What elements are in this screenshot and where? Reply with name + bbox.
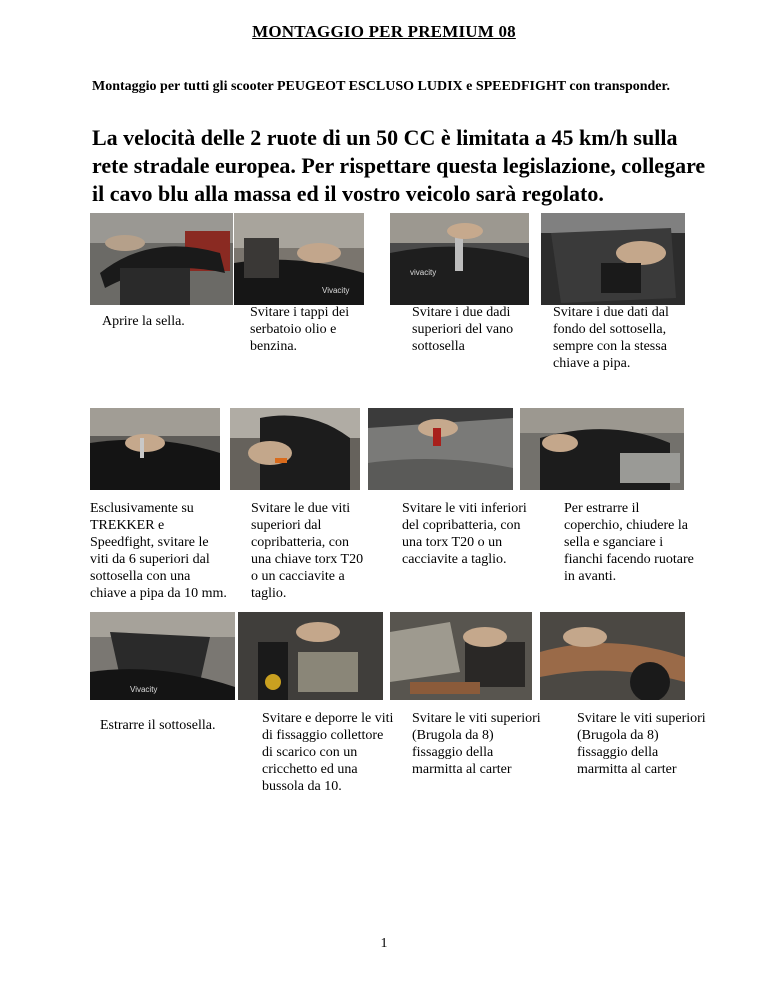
intro-text: Montaggio per tutti gli scooter PEUGEOT ESCLUSO LUDIX e SPEEDFIGHT con transponder. — [92, 79, 670, 94]
caption-step-10: Svitare e deporre le viti di fissaggio collettore di scarico con un cricchetto ed una bussola da 10. — [262, 711, 394, 794]
caption-step-11: Svitare le viti superiori (Brugola da 8) fissaggio della marmitta al carter — [412, 711, 541, 777]
headline-text: La velocità delle 2 ruote di un 50 CC è limitata a 45 km/h sulla rete stradale europea. Per rispettare questa legislazione, collegare il cavo blu alla massa ed il vostro veicolo sarà regolato. — [92, 125, 706, 206]
muffle-upper-photo-2 — [540, 612, 685, 700]
under-seat-nuts-photo — [390, 213, 529, 305]
caption-step-2: Svitare i tappi dei serbatoio olio e benzina. — [250, 305, 350, 354]
caption-step-9: Estrarre il sottosella. — [100, 718, 216, 733]
caption-step-3: Svitare i due dadi superiori del vano sottosella — [412, 305, 514, 354]
battery-cover-upper-photo — [230, 408, 360, 490]
caption-step-5: Esclusivamente su TREKKER e Speedfight, svitare le viti da 6 superiori dal sottosella con una chiave a pipa da 10 mm. — [90, 501, 227, 601]
open-seat-photo — [90, 213, 233, 305]
svg-text:Vivacity: Vivacity — [322, 286, 350, 295]
caption-step-1: Aprire la sella. — [102, 314, 185, 329]
caption-step-8: Per estrarre il coperchio, chiudere la sella e sganciare i fianchi facendo ruotare in avanti. — [564, 501, 694, 584]
under-seat-bottom-photo — [541, 213, 685, 305]
muffle-upper-photo — [390, 612, 532, 700]
trekker-screws-photo — [90, 408, 220, 490]
svg-text:Vivacity: Vivacity — [130, 685, 158, 694]
remove-under-seat-photo — [90, 612, 235, 700]
caption-step-4: Svitare i due dati dal fondo del sottosella, sempre con la stessa chiave a pipa. — [553, 305, 669, 371]
caption-step-7: Svitare le viti inferiori del copribatteria, con una torx T20 o un cacciavite a taglio. — [402, 501, 527, 567]
exhaust-manifold-photo — [238, 612, 383, 700]
page-title: MONTAGGIO PER PREMIUM 08 — [252, 22, 516, 41]
caption-step-6: Svitare le due viti superiori dal copribatteria, con una chiave torx T20 o un cacciavite a taglio. — [251, 501, 364, 601]
page-number: 1 — [380, 936, 388, 951]
caption-step-12: Svitare le viti superiori (Brugola da 8) fissaggio della marmitta al carter — [577, 711, 706, 777]
unscrew-caps-photo — [234, 213, 364, 305]
battery-cover-lower-photo — [368, 408, 513, 490]
svg-text:vivacity: vivacity — [410, 268, 437, 277]
remove-cover-photo — [520, 408, 684, 490]
